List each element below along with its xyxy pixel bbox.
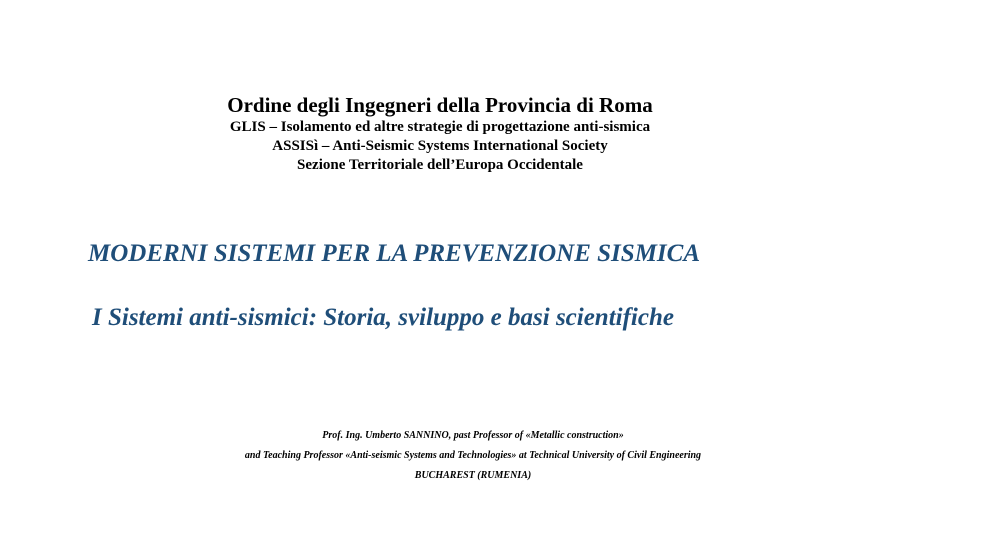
author-affiliation-line: and Teaching Professor «Anti-seismic Systems and Technologies» at Technical University of Civil Engineering [244, 450, 702, 461]
presentation-subtitle: I Sistemi anti-sismici: Storia, sviluppo e basi scientifiche [92, 304, 674, 331]
author-location-line: BUCHAREST (RUMENIA) [414, 470, 532, 481]
organization-title: Ordine degli Ingegneri della Provincia di Roma [227, 93, 653, 117]
author-name-line: Prof. Ing. Umberto SANNINO, past Professor of «Metallic construction» [322, 430, 624, 441]
presentation-title: MODERNI SISTEMI PER LA PREVENZIONE SISMICA [88, 240, 700, 267]
organization-line-glis: GLIS – Isolamento ed altre strategie di progettazione anti-sismica [229, 119, 651, 135]
organization-line-assisi: ASSISì – Anti-Seismic Systems International Society [272, 138, 608, 154]
organization-header [0, 92, 880, 175]
organization-line-section: Sezione Territoriale dell’Europa Occidentale [297, 157, 583, 173]
author-block [0, 426, 946, 486]
